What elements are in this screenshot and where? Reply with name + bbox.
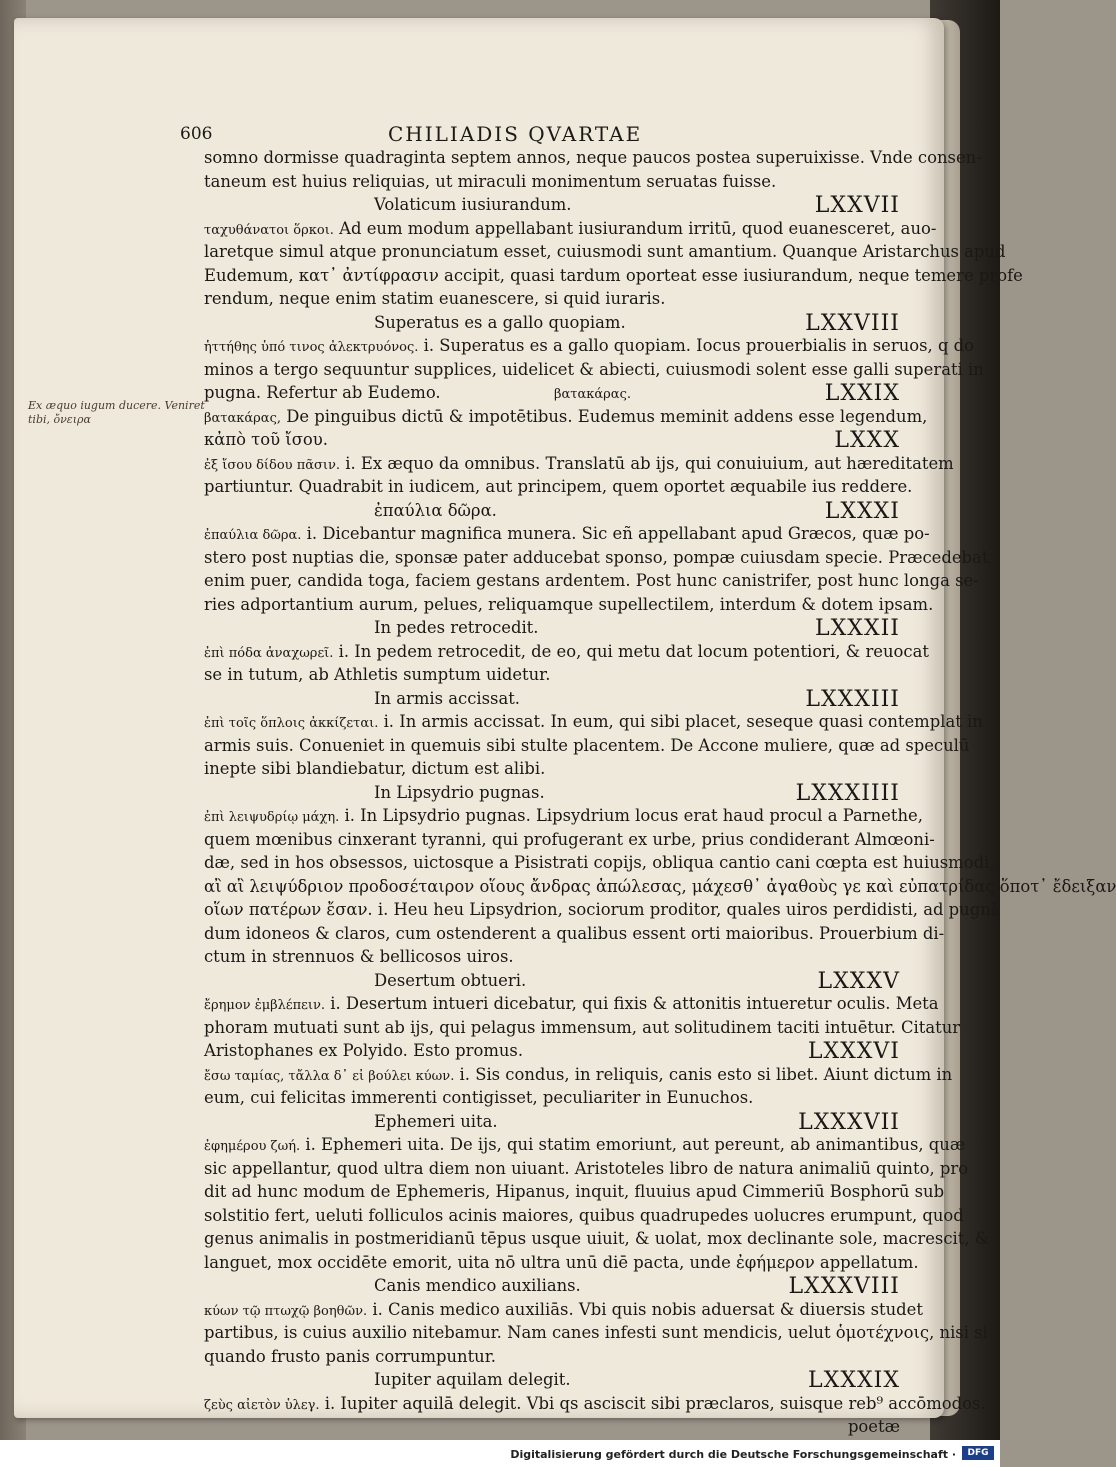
latin-text: i. Ex æquo da omnibus. Translatū ab ijs, qui conuiuium, aut hæreditatem [345, 453, 954, 473]
latin-text: Ad eum modum appellabant iusiurandum irritū, quod euanesceret, auo- [339, 218, 937, 238]
latin-text: i. In pedem retrocedit, de eo, qui metu dat locum potentiori, & reuocat [338, 641, 929, 661]
greek-phrase: ἔρημον ἐμβλέπειν. [204, 998, 326, 1013]
adage-heading [204, 193, 904, 217]
text-line [204, 405, 928, 429]
adage-title: Desertum obtueri. [374, 970, 527, 990]
latin-text: laretque simul atque pronunciatum esset, cuiusmodi sunt amantium. Quanque Aristarchus apud [204, 242, 1006, 261]
text-line [204, 569, 979, 593]
greek-phrase: ἐπὶ πόδα ἀναχωρεῖ. [204, 645, 334, 661]
text-line [204, 1180, 945, 1204]
text-line [204, 1392, 986, 1416]
text-line [204, 1251, 919, 1275]
latin-text: inepte sibi blandiebatur, dictum est alibi. [204, 759, 546, 778]
latin-text: rendum, neque enim statim euanescere, si quid iuraris. [204, 289, 666, 308]
latin-text: minos a tergo sequuntur supplices, uidelicet & abiecti, cuiusmodi solent esse galli superati in [204, 359, 984, 379]
latin-text: οἵων πατέρων ἔσαν. i. Heu heu Lipsydrion, sociorum proditor, quales uiros perdidisti, ad pugnā [204, 900, 1001, 919]
latin-text: armis suis. Conueniet in quemuis sibi stulte placentem. De Accone muliere, quæ ad speculū [204, 735, 970, 755]
latin-text: partibus, is cuius auxilio nitebamur. Nam canes infesti sunt mendicis, uelut ὁμοτέχνοις, nisi si [204, 1323, 988, 1342]
latin-text: quem mœnibus cinxerant tyranni, qui profugerant ex urbe, prius condiderant Almœoni- [204, 829, 935, 849]
text-line [204, 1321, 988, 1345]
text-line [204, 334, 975, 358]
text-line [204, 1345, 904, 1369]
adage-numeral: LXXXVI [807, 1039, 900, 1064]
adage-numeral: LXXXV [817, 968, 900, 994]
adage-numeral: LXXXI [824, 498, 900, 524]
text-line [204, 757, 904, 781]
text-line [204, 593, 934, 617]
latin-text: quando frusto panis corrumpuntur. [204, 1346, 496, 1366]
greek-phrase: ἐξ ἴσου δίδου πᾶσιν. [204, 457, 341, 473]
latin-text: De pinguibus dictū & impotētibus. Eudemus meminit addens esse legendum, [286, 406, 928, 426]
text-line [204, 240, 1006, 264]
text-line [204, 1204, 964, 1228]
adage-numeral: LXXXVIII [788, 1274, 900, 1299]
latin-text: ctum in strennuos & bellicosos uiros. [204, 947, 514, 966]
adage-heading [204, 499, 904, 523]
adage-heading [204, 616, 904, 640]
latin-text: i. Dicebantur magnifica munera. Sic eñ appellabant apud Græcos, quæ po- [306, 524, 930, 543]
text-line [204, 875, 1116, 899]
latin-text: genus animalis in postmeridianū tēpus usque uiuit, & uolat, mox declinante sole, macrescit, & [204, 1229, 990, 1248]
text-line [204, 804, 923, 828]
latin-text: enim puer, candida toga, faciem gestans ardentem. Post hunc canistrifer, post hunc longa se- [204, 571, 979, 590]
latin-text: solstitio fert, ueluti folliculos acinis maiores, quibus quadrupedes uolucres erumpunt, quod [204, 1205, 964, 1225]
adage-numeral: LXXXVII [798, 1109, 900, 1135]
adage-title: Canis mendico auxilians. [374, 1276, 581, 1295]
adage-title: ἐπαύλια δῶρα. [374, 500, 497, 520]
adage-heading [204, 969, 904, 993]
greek-phrase: ταχυθάνατοι ὅρκοι. [204, 222, 334, 238]
text-line [204, 945, 904, 969]
latin-text: i. Ephemeri uita. De ijs, qui statim emoriunt, aut pereunt, ab animantibus, quæ [305, 1135, 966, 1154]
greek-phrase: ἐφημέρου ζωή. [204, 1139, 301, 1154]
text-line [204, 922, 945, 946]
greek-phrase: ἡττήθης ὑπό τινος ἀλεκτρυόνος. [204, 340, 419, 355]
latin-text: stero post nuptias die, sponsæ pater adducebat sponso, pompæ cuiusdam specie. Præcedebat [204, 547, 989, 567]
latin-text: dit ad hunc modum de Ephemeris, Hipanus, inquit, fluuius apud Cimmeriū Bosphorū sub [204, 1182, 945, 1201]
text-line [204, 828, 935, 852]
latin-text: somno dormisse quadraginta septem annos, neque paucos postea superuixisse. Vnde consen- [204, 148, 982, 167]
adage-title: κἀπὸ τοῦ ἴσου. [204, 430, 328, 449]
latin-text: i. Superatus es a gallo quopiam. Iocus prouerbialis in seruos, q do [423, 336, 975, 355]
text-line [204, 710, 983, 734]
greek-phrase: ἔσω ταμίας, τἄλλα δ᾽ εἰ βούλει κύων. [204, 1068, 455, 1084]
dfg-logo: DFG [962, 1446, 994, 1460]
latin-text: i. In armis accissat. In eum, qui sibi placet, seseque quasi contemplat in [383, 712, 983, 731]
text-line [204, 452, 954, 476]
text-line [204, 1016, 961, 1040]
greek-phrase: ἐπὶ λειψυδρίῳ μάχη. [204, 810, 340, 825]
adage-numeral: LXXXII [815, 616, 900, 641]
adage-heading [204, 381, 904, 405]
text-line [204, 663, 904, 687]
latin-text: i. Sis condus, in reliquis, canis esto si libet. Aiunt dictum in [459, 1064, 953, 1084]
text-line [204, 1298, 923, 1322]
adage-title: pugna. Refertur ab Eudemo. [204, 383, 441, 402]
text-line [204, 1227, 990, 1251]
adage-numeral: LXXVII [814, 193, 900, 218]
running-title: CHILIADIS QVARTAE [388, 122, 643, 146]
latin-text: i. In Lipsydrio pugnas. Lipsydrium locus erat haud procul a Parnethe, [344, 806, 923, 825]
adage-title: In Lipsydrio pugnas. [374, 782, 545, 802]
greek-phrase: κύων τῷ πτωχῷ βοηθῶν. [204, 1303, 368, 1319]
latin-text: Eudemum, κατ᾽ ἀντίφρασιν accipit, quasi tardum oporteat esse iusiurandum, neque temere profe [204, 265, 1023, 285]
adage-heading [204, 1110, 904, 1134]
adage-heading [204, 311, 904, 335]
latin-text: αἲ αἲ λειψύδριον προδοσέταιρον οἵους ἄνδρας ἀπώλεσας, μάχεσθ᾽ ἀγαθοὺς γε καὶ εὐπατρίδας ὅποτ᾽ ἔδειξαν [204, 876, 1116, 896]
text-line [204, 264, 1023, 288]
text-line [204, 1086, 904, 1110]
latin-text: i. Iupiter aquilā delegit. Vbi qs asciscit sibi præclaros, suisque reb⁹ accōmodos. [324, 1393, 986, 1413]
greek-phrase: ζεὺς αἰετὸν ὑλεγ. [204, 1397, 320, 1413]
text-body [204, 146, 1116, 1439]
adage-numeral: LXXVIII [805, 310, 900, 336]
greek-phrase: βατακάρας, [204, 410, 282, 426]
greek-catchword: βατακάρας. [554, 387, 632, 402]
greek-phrase: ἐπὶ τοῖς ὅπλοις ἀκκίζεται. [204, 716, 379, 731]
adage-numeral: LXXIX [824, 381, 900, 406]
adage-title: In armis accissat. [374, 688, 521, 708]
text-line [204, 522, 930, 546]
latin-text: partiuntur. Quadrabit in iudicem, aut principem, quem oportet æquabile ius reddere. [204, 477, 913, 496]
adage-title: Iupiter aquilam delegit. [374, 1370, 571, 1389]
text-line [204, 1157, 969, 1181]
latin-text: languet, mox occidēte emorit, uita nō ultra unū diē pacta, unde ἐφήμερον appellatum. [204, 1252, 919, 1272]
adage-heading [204, 1039, 904, 1063]
adage-numeral: LXXXIIII [795, 780, 900, 806]
text-line [204, 1063, 953, 1087]
latin-text: i. Canis medico auxiliās. Vbi quis nobis aduersat & diuersis studet [372, 1299, 923, 1319]
latin-text: ries adportantium aurum, pelues, reliquamque supellectilem, interdum & dotem ipsam. [204, 594, 934, 614]
adage-numeral: LXXXIX [808, 1368, 900, 1393]
text-line [204, 734, 970, 758]
adage-numeral: LXXX [834, 428, 900, 453]
adage-title: Ephemeri uita. [374, 1111, 498, 1131]
latin-text: se in tutum, ab Athletis sumptum uidetur. [204, 665, 551, 684]
text-line [204, 640, 929, 664]
funding-credit: Digitalisierung gefördert durch die Deutsche Forschungsgemeinschaft · [510, 1448, 956, 1461]
text-line [204, 1133, 966, 1157]
adage-heading [204, 687, 904, 711]
adage-heading [204, 781, 904, 805]
adage-title: Volaticum iusiurandum. [374, 195, 572, 214]
latin-text: eum, cui felicitas immerenti contigisset, peculiariter in Eunuchos. [204, 1088, 754, 1107]
latin-text: dæ, sed in hos obsessos, uictosque a Pisistrati copijs, obliqua cantio cani cœpta est huiusmodi, [204, 853, 995, 872]
text-line [204, 170, 904, 194]
adage-heading [204, 1274, 904, 1298]
adage-title: Aristophanes ex Polyido. Esto promus. [204, 1041, 524, 1060]
greek-phrase: ἐπαύλια δῶρα. [204, 528, 302, 543]
latin-text: i. Desertum intueri dicebatur, qui fixis & attonitis intueretur oculis. Meta [330, 994, 939, 1013]
latin-text: sic appellantur, quod ultra diem non uiuant. Aristoteles libro de natura animaliū quinto, pro [204, 1158, 969, 1178]
text-line [204, 546, 989, 570]
catchword: poetæ [847, 1417, 900, 1436]
text-line [204, 217, 937, 241]
text-line [204, 146, 982, 170]
marginal-annotation: Ex æquo iugum ducere. Veniret tibi, ὄνειρα [28, 399, 205, 426]
adage-heading [204, 1368, 904, 1392]
latin-text: dum idoneos & claros, cum ostenderent a qualibus essent orti maioribus. Prouerbium di- [204, 923, 945, 943]
text-line [204, 851, 995, 875]
latin-text: phoram mutuati sunt ab ijs, qui pelagus immensum, aut solitudinem taciti intuētur. Citatur [204, 1017, 961, 1037]
adage-numeral: LXXXIII [805, 686, 900, 712]
text-line [204, 475, 913, 499]
latin-text: taneum est huius reliquias, ut miraculi monimentum seruatas fuisse. [204, 171, 777, 191]
adage-title: In pedes retrocedit. [374, 618, 539, 637]
text-line [204, 287, 904, 311]
page-number: 606 [180, 124, 213, 144]
running-header [180, 122, 900, 148]
text-line [204, 992, 939, 1016]
text-line [204, 898, 1001, 922]
adage-heading [204, 428, 904, 452]
text-line [204, 358, 984, 382]
adage-title: Superatus es a gallo quopiam. [374, 312, 626, 332]
